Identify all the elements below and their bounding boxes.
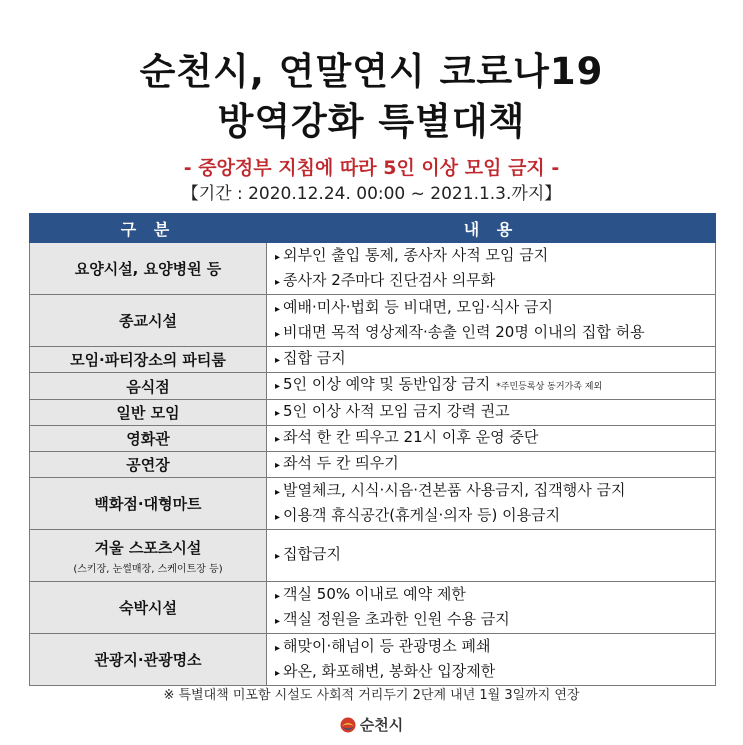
content-item xyxy=(275,426,715,451)
content-item xyxy=(275,543,715,568)
bullet-triangle-icon: ▸ xyxy=(275,590,281,602)
row-content xyxy=(267,373,716,400)
bullet-triangle-icon: ▸ xyxy=(275,328,281,340)
content-item xyxy=(275,347,715,372)
content-text: 5인 이상 예약 및 동반입장 금지 xyxy=(283,375,491,393)
table-header-row xyxy=(30,214,716,243)
bullet-triangle-icon: ▸ xyxy=(275,667,281,679)
row-category xyxy=(30,347,267,373)
table-row xyxy=(30,400,716,426)
content-text: 예배·미사·법회 등 비대면, 모임·식사 금지 xyxy=(283,297,554,316)
content-text: 종사자 2주마다 진단검사 의무화 xyxy=(283,270,496,289)
suncheon-logo-icon xyxy=(340,717,356,733)
row-content xyxy=(267,426,716,452)
content-item xyxy=(275,373,715,399)
content-item xyxy=(275,321,715,346)
content-item xyxy=(275,583,715,608)
row-category xyxy=(30,243,267,295)
content-item xyxy=(275,244,715,269)
row-content xyxy=(267,582,716,634)
content-text: 객실 50% 이내로 예약 제한 xyxy=(283,584,466,603)
bullet-triangle-icon: ▸ xyxy=(275,303,281,315)
content-text: 이용객 휴식공간(휴게실·의자 등) 이용금지 xyxy=(283,505,561,524)
category-label: 관광지·관광명소 xyxy=(94,651,202,669)
category-label: 공연장 xyxy=(126,456,170,474)
measures-table xyxy=(29,213,716,686)
row-category xyxy=(30,295,267,347)
category-label: 숙박시설 xyxy=(119,599,177,617)
logo xyxy=(0,714,743,735)
content-text: 와온, 화포해변, 봉화산 입장제한 xyxy=(283,661,496,680)
bullet-triangle-icon: ▸ xyxy=(275,408,281,419)
bullet-triangle-icon: ▸ xyxy=(275,460,281,471)
content-text: 좌석 두 칸 띄우기 xyxy=(283,454,399,472)
table-row xyxy=(30,478,716,530)
row-category xyxy=(30,452,267,478)
content-item xyxy=(275,479,715,504)
content-item xyxy=(275,660,715,685)
content-item xyxy=(275,635,715,660)
content-text: 외부인 출입 통제, 종사자 사적 모임 금지 xyxy=(283,245,549,264)
logo-text: 순천시 xyxy=(359,716,404,734)
table-row xyxy=(30,452,716,478)
content-text: 집합 금지 xyxy=(283,349,346,367)
category-label: 요양시설, 요양병원 등 xyxy=(74,260,222,278)
page-title-line1: 순천시, 연말연시 코로나19 xyxy=(139,50,604,93)
table-row xyxy=(30,243,716,295)
bullet-triangle-icon: ▸ xyxy=(275,251,281,263)
content-item xyxy=(275,400,715,425)
content-text: 좌석 한 칸 띄우고 21시 이후 운영 중단 xyxy=(283,428,539,446)
content-text: 5인 이상 사적 모임 금지 강력 권고 xyxy=(283,402,510,420)
category-label: 종교시설 xyxy=(119,312,177,330)
category-label: 음식점 xyxy=(126,377,170,396)
row-category xyxy=(30,634,267,686)
table-row xyxy=(30,426,716,452)
header-category: 구 분 xyxy=(30,214,267,243)
content-item xyxy=(275,504,715,529)
bullet-triangle-icon: ▸ xyxy=(275,276,281,288)
content-text: 비대면 목적 영상제작·송출 인력 20명 이내의 집합 허용 xyxy=(283,322,645,341)
row-category xyxy=(30,582,267,634)
table-row xyxy=(30,295,716,347)
category-sublabel: (스키장, 눈썰매장, 스케이트장 등) xyxy=(73,563,223,575)
row-content xyxy=(267,243,716,295)
content-item xyxy=(275,269,715,294)
bullet-triangle-icon: ▸ xyxy=(275,355,281,366)
bullet-triangle-icon: ▸ xyxy=(275,381,281,392)
content-item xyxy=(275,608,715,633)
content-item xyxy=(275,452,715,477)
row-content xyxy=(267,295,716,347)
table-row xyxy=(30,582,716,634)
row-content xyxy=(267,478,716,530)
row-content xyxy=(267,530,716,582)
bullet-triangle-icon: ▸ xyxy=(275,642,281,654)
row-category xyxy=(30,373,267,400)
content-text: 해맞이·해넘이 등 관광명소 폐쇄 xyxy=(283,636,491,655)
content-text: 발열체크, 시식·시음·견본품 사용금지, 집객행사 금지 xyxy=(283,480,626,499)
content-item xyxy=(275,296,715,321)
category-label: 일반 모임 xyxy=(116,404,180,422)
content-text: 객실 정원을 초과한 인원 수용 금지 xyxy=(283,609,510,628)
bullet-triangle-icon: ▸ xyxy=(275,434,281,445)
bullet-triangle-icon: ▸ xyxy=(275,486,281,498)
row-category xyxy=(30,478,267,530)
bullet-triangle-icon: ▸ xyxy=(275,511,281,523)
content-text: 집합금지 xyxy=(283,545,341,563)
row-content xyxy=(267,347,716,373)
row-content xyxy=(267,400,716,426)
row-category xyxy=(30,426,267,452)
content-note: *주민등록상 동거가족 제외 xyxy=(496,382,603,392)
row-content xyxy=(267,634,716,686)
category-label: 백화점·대형마트 xyxy=(94,495,202,513)
category-label: 영화관 xyxy=(126,430,170,448)
page-title-line2: 방역강화 특별대책 xyxy=(217,100,526,143)
table-row xyxy=(30,530,716,582)
subtitle: - 중앙정부 지침에 따라 5인 이상 모임 금지 - xyxy=(183,157,560,179)
table-row xyxy=(30,373,716,400)
row-content xyxy=(267,452,716,478)
category-label: 겨울 스포츠시설 xyxy=(94,538,202,557)
header-content: 내 용 xyxy=(267,214,716,243)
table-row xyxy=(30,634,716,686)
bullet-triangle-icon: ▸ xyxy=(275,551,281,562)
row-category xyxy=(30,530,267,582)
footer-note: ※ 특별대책 미포함 시설도 사회적 거리두기 2단계 내년 1월 3일까지 연장 xyxy=(163,688,580,703)
period-text: 【기간 : 2020.12.24. 00:00 ~ 2021.1.3.까지】 xyxy=(181,184,562,204)
table-row xyxy=(30,347,716,373)
bullet-triangle-icon: ▸ xyxy=(275,615,281,627)
row-category xyxy=(30,400,267,426)
category-label: 모임·파티장소의 파티룸 xyxy=(70,351,226,369)
